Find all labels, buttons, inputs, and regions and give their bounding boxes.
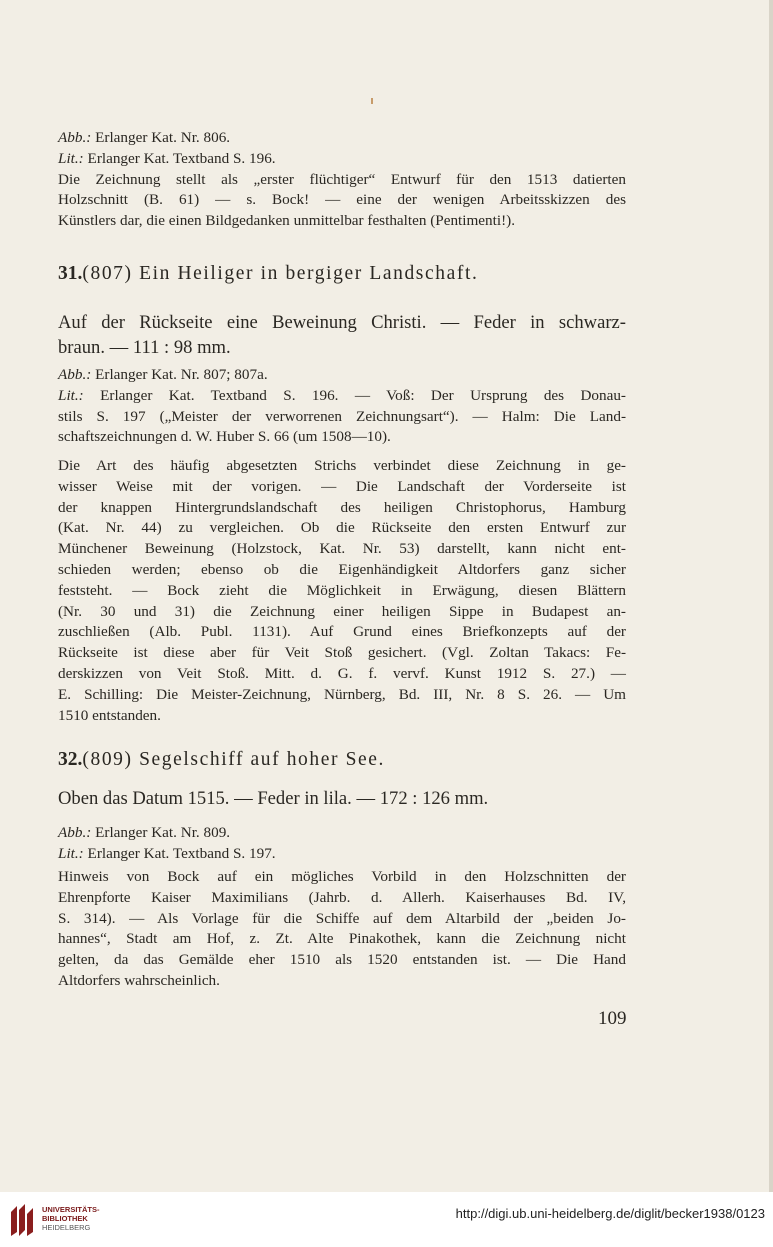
entry32-paragraph xyxy=(58,867,626,992)
paragraph-line: wisser Weise mit der vorigen. — Die Landschaft der Vorderseite ist xyxy=(58,477,626,495)
lit-line: schaftszeichnungen d. W. Huber S. 66 (um 1508—10). xyxy=(58,428,391,446)
lit-label: Lit.: xyxy=(58,844,84,862)
description-line: Oben das Datum 1515. — Feder in lila. — 172 : 126 mm. xyxy=(58,788,489,809)
source-url-link[interactable]: http://digi.ub.uni-heidelberg.de/diglit/becker1938/0123 xyxy=(455,1206,765,1221)
paragraph-line: der knappen Hintergrundslandschaft des heiligen Christophorus, Hamburg xyxy=(58,498,626,516)
paragraph-line: hannes“, Stadt am Hof, z. Zt. Alte Pinakothek, kann die Zeichnung nicht xyxy=(58,930,626,948)
viewer-footer xyxy=(0,1192,773,1247)
lit-label: Lit.: xyxy=(58,386,84,404)
abb-label: Abb.: xyxy=(58,129,92,146)
paragraph-line: Hinweis von Bock auf ein mögliches Vorbild in den Holzschnitten der xyxy=(58,868,626,885)
paragraph-line: (Nr. 30 und 31) die Zeichnung einer heiligen Sippe in Budapest an- xyxy=(58,602,626,620)
lit-label: Lit.: xyxy=(58,149,84,167)
paragraph-line: Rückseite ist diese aber für Veit Stoß gesichert. (Vgl. Zoltan Takacs: Fe- xyxy=(58,644,626,662)
ink-speck xyxy=(371,98,373,104)
paragraph-line: Ehrenpforte Kaiser Maximilians (Jahrb. d. Allerh. Kaiserhauses Bd. IV, xyxy=(58,888,626,906)
library-logo-icon xyxy=(8,1202,36,1238)
paragraph-line: 1510 entstanden. xyxy=(58,706,161,724)
entry31-heading xyxy=(58,263,478,285)
paragraph-line: Holzschnitt (B. 61) — s. Bock! — eine der wenigen Arbeitsskizzen des xyxy=(58,191,626,209)
paragraph-line: Die Zeichnung stellt als „erster flüchtiger“ Entwurf für den 1513 datierten xyxy=(58,170,626,188)
abb-label: Abb.: xyxy=(58,824,92,841)
lit-text: Erlanger Kat. Textband S. 196. xyxy=(83,149,276,167)
lit-text: Erlanger Kat. Textband S. 197. xyxy=(83,844,276,862)
entry30-abb-line xyxy=(58,128,626,149)
entry31-paragraph xyxy=(58,456,626,726)
abb-text: Erlanger Kat. Nr. 806. xyxy=(91,129,231,146)
entry30-block xyxy=(58,128,626,232)
paragraph-line: schieden werden; ebenso ob die Eigenhändigkeit Altdorfers ganz sicher xyxy=(58,560,626,578)
entry-title: (807) Ein Heiliger in bergiger Landschaft. xyxy=(82,263,479,284)
logo-line: BIBLIOTHEK xyxy=(42,1214,88,1223)
entry31-description xyxy=(58,310,626,360)
entry-number: 32. xyxy=(58,749,83,770)
description-line: braun. — 111 : 98 mm. xyxy=(58,337,231,358)
entry31-lit-line xyxy=(58,386,626,407)
paragraph-line: gelten, da das Gemälde eher 1510 als 1520 entstanden ist. — Die Hand xyxy=(58,951,626,969)
paragraph-line: Künstlers dar, die einen Bildgedanken unmittelbar festhalten (Pentimenti!). xyxy=(58,212,515,230)
abb-text: Erlanger Kat. Nr. 809. xyxy=(91,824,231,841)
paragraph-line: Altdorfers wahrscheinlich. xyxy=(58,971,220,989)
abb-label: Abb.: xyxy=(58,366,92,383)
library-logo-text xyxy=(42,1205,100,1232)
entry31-abb-line xyxy=(58,365,626,386)
paragraph-line: Münchener Beweinung (Holzstock, Kat. Nr. 53) darstellt, kann nicht ent- xyxy=(58,540,626,558)
paragraph-line: (Kat. Nr. 44) zu vergleichen. Ob die Rückseite den ersten Entwurf zur xyxy=(58,519,626,537)
logo-line: UNIVERSITÄTS- xyxy=(42,1205,100,1214)
page-edge xyxy=(769,0,773,1192)
paragraph-line: zuschließen (Alb. Publ. 1131). Auf Grund eines Briefkonzepts auf der xyxy=(58,623,626,641)
logo-line: HEIDELBERG xyxy=(42,1223,91,1232)
entry31-block xyxy=(58,365,626,448)
entry32-block xyxy=(58,823,626,865)
paragraph-line: feststeht. — Bock zieht die Möglichkeit in Erwägung, diesen Blättern xyxy=(58,581,626,599)
lit-line: stils S. 197 („Meister der verworrenen Zeichnungsart“). — Halm: Die Land- xyxy=(58,407,626,425)
paragraph-line: Die Art des häufig abgesetzten Strichs verbindet diese Zeichnung in ge- xyxy=(58,457,626,474)
entry32-description xyxy=(58,786,626,811)
entry32-heading xyxy=(58,749,385,771)
paragraph-line: derskizzen von Veit Stoß. Mitt. d. G. f. vervf. Kunst 1912 S. 27.) — xyxy=(58,664,626,682)
entry-title: (809) Segelschiff auf hoher See. xyxy=(82,749,386,770)
description-line: Auf der Rückseite eine Beweinung Christi. — Feder in schwarz- xyxy=(58,312,626,333)
entry32-lit-line xyxy=(58,844,626,865)
entry30-lit-line xyxy=(58,149,626,170)
entry32-abb-line xyxy=(58,823,626,844)
page-number: 109 xyxy=(598,1008,627,1029)
abb-text: Erlanger Kat. Nr. 807; 807a. xyxy=(91,366,268,383)
lit-text: Erlanger Kat. Textband S. 196. — Voß: Der Ursprung des Donau- xyxy=(83,386,626,404)
entry-number: 31. xyxy=(58,263,83,284)
paragraph-line: E. Schilling: Die Meister-Zeichnung, Nürnberg, Bd. III, Nr. 8 S. 26. — Um xyxy=(58,685,626,703)
paragraph-line: S. 314). — Als Vorlage für die Schiffe auf dem Altarbild der „beiden Jo- xyxy=(58,909,626,927)
